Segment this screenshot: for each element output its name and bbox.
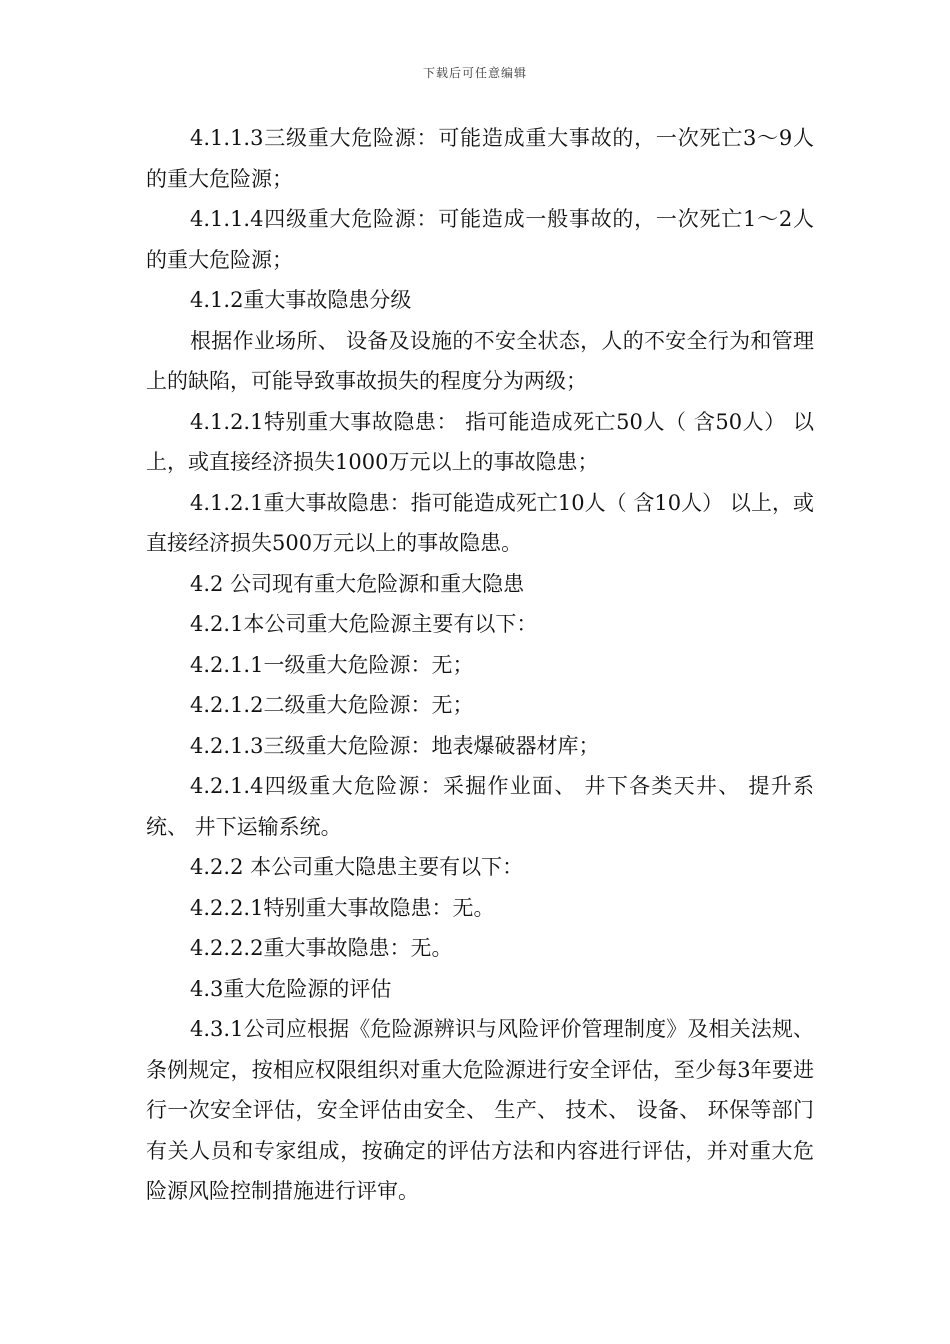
- paragraph-4-2-2: 4.2.2 本公司重大隐患主要有以下：: [190, 855, 524, 879]
- paragraph-4-1-2-1-major: 4.1.2.1重大事故隐患：指可能造成死亡10人（ 含10人） 以上，或直接经济损失500万元以上的事故隐患。: [146, 490, 814, 555]
- paragraph-4-3-1: 4.3.1公司应根据《危险源辨识与风险评价管理制度》及相关法规、 条例规定，按相应权限组织对重大危险源进行安全评估，至少每3年要进行一次安全评估，安全评估由安全、 生产、 技术、 设备、 环保等部门有关人员和专家组成，按确定的评估方法和内容进行评估，并对重大危险源风险控制措施进行评审。: [146, 1017, 814, 1203]
- paragraph-4-2-1-2: 4.2.1.2二级重大危险源：无；: [190, 693, 474, 717]
- paragraph-4-2-2-1: 4.2.2.1特别重大事故隐患：无。: [190, 895, 495, 920]
- paragraph-4-2-2-2: 4.2.2.2重大事故隐患：无。: [190, 936, 453, 960]
- heading-4-2: 4.2 公司现有重大危险源和重大隐患: [190, 571, 525, 596]
- paragraph-4-2-1-1: 4.2.1.1一级重大危险源：无；: [190, 652, 474, 677]
- paragraph-4-1-1-3: 4.1.1.3三级重大危险源：可能造成重大事故的，一次死亡3～9人的重大危险源；: [146, 126, 814, 191]
- paragraph-4-1-2-1-special: 4.1.2.1特别重大事故隐患： 指可能造成死亡50人（ 含50人） 以上，或直接经济损失1000万元以上的事故隐患；: [146, 409, 814, 474]
- page-header-note: 下载后可任意编辑: [422, 66, 527, 80]
- document-body: [146, 118, 814, 1212]
- paragraph-4-2-1-4: 4.2.1.4四级重大危险源：采掘作业面、 井下各类天井、 提升系统、 井下运输系统。: [146, 774, 814, 839]
- paragraph-4-2-1-3: 4.2.1.3三级重大危险源：地表爆破器材库；: [190, 733, 600, 758]
- paragraph-4-2-1: 4.2.1本公司重大危险源主要有以下：: [190, 612, 538, 636]
- paragraph-grading-basis: 根据作业场所、 设备及设施的不安全状态，人的不安全行为和管理上的缺陷，可能导致事故损失的程度分为两级；: [146, 328, 814, 393]
- heading-4-3: 4.3重大危险源的评估: [190, 976, 392, 1001]
- heading-4-1-2: 4.1.2重大事故隐患分级: [190, 288, 412, 312]
- paragraph-4-1-1-4: 4.1.1.4四级重大危险源：可能造成一般事故的，一次死亡1～2人的重大危险源；: [146, 207, 814, 272]
